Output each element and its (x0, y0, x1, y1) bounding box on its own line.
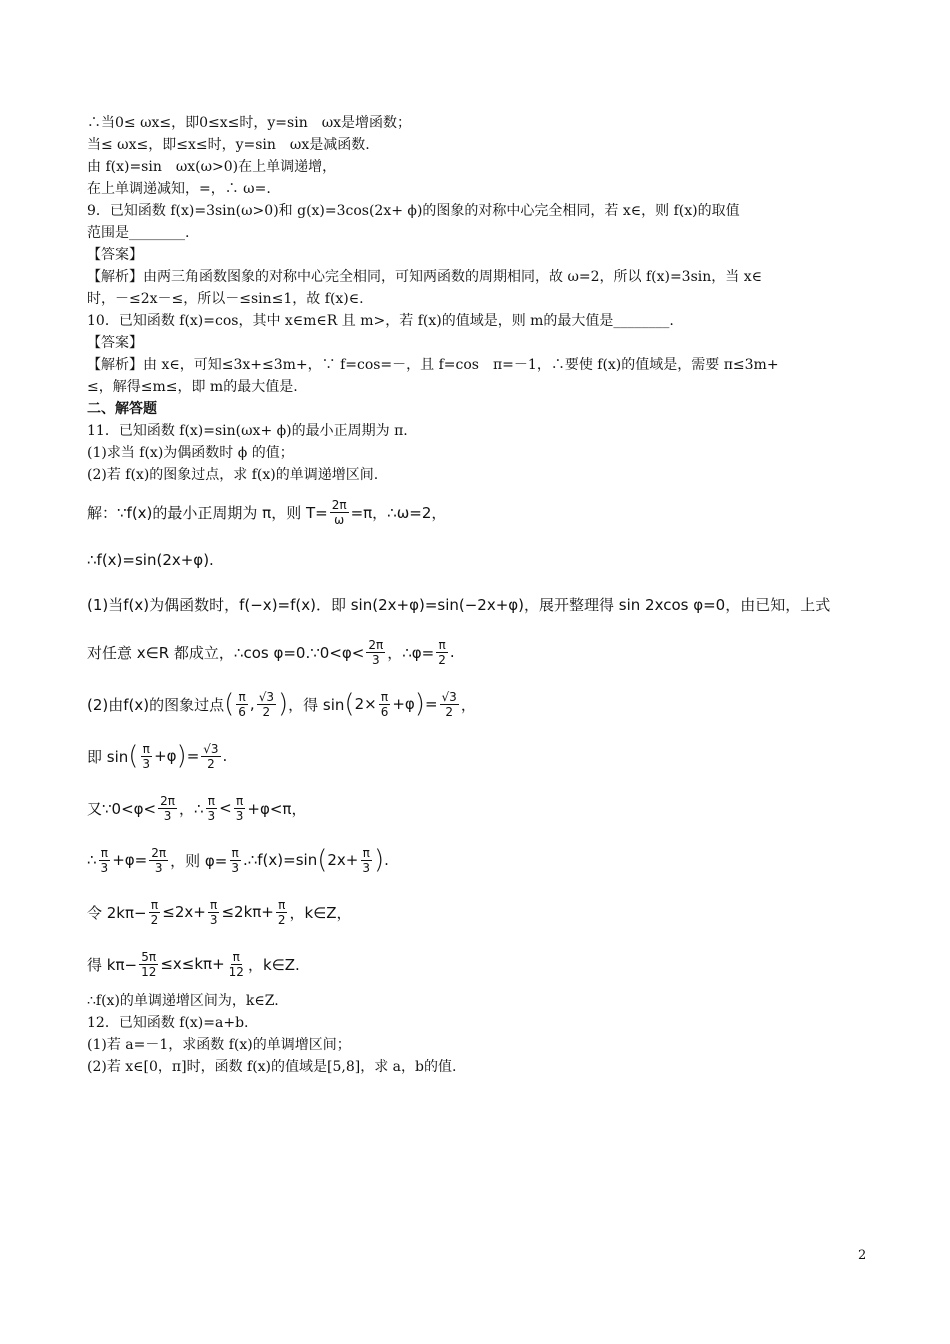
fraction-denominator: 2 (207, 756, 215, 771)
solution-line (87, 834, 867, 886)
text-line: (1)若 a=－1，求函数 f(x)的单调增区间； (87, 1037, 351, 1053)
solution-text: 2x+ (327, 851, 359, 869)
solution-line (87, 938, 867, 990)
fraction-numerator: 2π (331, 497, 347, 512)
solution-text: 又∵0<φ< (87, 799, 157, 818)
fraction-numerator: 2π (160, 793, 175, 808)
solution-line (87, 886, 867, 938)
section-heading: 二、解答题 (87, 401, 157, 417)
solution-text: ∴ (87, 851, 97, 869)
fraction-denominator: 6 (238, 704, 246, 719)
fraction-denominator: 2 (445, 704, 453, 719)
text-line: (2)若 f(x)的图象过点，求 f(x)的单调递增区间. (87, 467, 379, 483)
fraction (99, 846, 111, 875)
text-line: 当≤ ωx≤，即≤x≤时，y=sin ωx是减函数. (87, 137, 370, 153)
fraction-numerator: π (232, 949, 240, 964)
text-line: (2)若 x∈[0，π]时，函数 f(x)的值域是[5,8]，求 a，b的值. (87, 1059, 457, 1075)
solution-text: +φ<π， (247, 799, 307, 818)
solution-text: = (186, 747, 200, 765)
paren-right: ) (374, 845, 385, 875)
fraction (379, 690, 391, 719)
fraction-denominator: 3 (209, 912, 218, 927)
fraction-numerator: π (278, 897, 286, 912)
fraction (257, 690, 276, 719)
solution-text: +φ= (112, 851, 148, 869)
fraction-denominator: 3 (163, 808, 172, 823)
fraction (229, 846, 241, 875)
fraction-numerator: 5π (141, 949, 157, 964)
fraction-denominator: 3 (207, 808, 216, 823)
text-line: ∴f(x)的单调递增区间为，k∈Z. (87, 993, 279, 1009)
analysis-line: 【解析】由 x∈，可知≤3x+≤3m+，∵ f=cos=－，且 f=cos π=－1，∴要使 f(x)的值域是，需要 π≤3m+ (87, 357, 779, 373)
solution-text: . (384, 851, 389, 869)
fraction-numerator: π (142, 741, 150, 756)
fraction (206, 794, 218, 823)
solution-text: 解：∵f(x)的最小正周期为 π，则 T= (87, 503, 328, 522)
solution-text: ≤2x+ (162, 903, 206, 921)
fraction (149, 898, 161, 927)
text-line: 时，－≤2x－≤，所以－≤sin≤1，故 f(x)∈. (87, 291, 364, 307)
text-line: 在上单调递减知，=，∴ ω=. (87, 181, 271, 197)
fraction-numerator: π (438, 637, 446, 652)
solution-text: .∴f(x)=sin (242, 851, 318, 869)
fraction-numerator: π (380, 689, 389, 704)
solution-text: (2)由f(x)的图象过点 (87, 695, 225, 714)
fraction (139, 950, 158, 979)
fraction (208, 898, 220, 927)
solution-text: =π，∴ω=2， (350, 503, 447, 522)
solution-text: 得 kπ− (87, 955, 138, 974)
fraction-numerator: π (100, 845, 108, 860)
text-line: (1)求当 f(x)为偶函数时 ϕ 的值； (87, 445, 294, 461)
page-number: 2 (858, 1248, 867, 1263)
fraction-numerator: √3 (203, 741, 219, 756)
fraction-numerator: π (150, 897, 159, 912)
fraction-numerator: π (238, 689, 246, 704)
solution-text: (1)当f(x)为偶函数时，f(−x)=f(x)．即 sin(2x+φ)=sin(−2x+φ)，展开整理得 sin 2xcos φ=0，由已知，上式 (87, 595, 831, 614)
solution-text: . (449, 643, 455, 661)
fraction (140, 742, 152, 771)
fraction (234, 794, 246, 823)
paren-left: ( (317, 845, 328, 875)
solution-text: ，则 φ= (170, 851, 228, 870)
answer-label: 【答案】 (87, 247, 143, 263)
solution-line (87, 538, 867, 582)
fraction (158, 794, 177, 823)
solution-line (87, 782, 867, 834)
analysis-line: 【解析】由两三角函数图象的对称中心完全相同，可知两函数的周期相同，故 ω=2，所以 f(x)=3sin，当 x∈ (87, 269, 762, 285)
solution-text: < (219, 799, 232, 817)
fraction-numerator: 2π (151, 845, 167, 860)
fraction-denominator: 3 (231, 860, 239, 875)
solution-text: ≤x≤kπ+ (160, 955, 225, 973)
fraction-numerator: π (210, 897, 218, 912)
question-9: 9．已知函数 f(x)=3sin(ω>0)和 g(x)=3cos(2x+ ϕ)的图象的对称中心完全相同，若 x∈，则 f(x)的取值 (87, 203, 740, 219)
text-line: ∴当0≤ ωx≤，即0≤x≤时，y=sin ωx是增函数； (87, 115, 412, 131)
fraction (201, 742, 220, 771)
fraction (436, 638, 448, 667)
page-content (87, 112, 867, 1078)
fraction-denominator: 2 (262, 704, 271, 719)
fraction-numerator: π (231, 845, 239, 860)
fraction (366, 638, 385, 667)
question-10: 10．已知函数 f(x)=cos，其中 x∈m∈R 且 m>，若 f(x)的值域是，则 m的最大值是________. (87, 313, 674, 329)
solution-line (87, 582, 867, 626)
fraction (227, 950, 246, 979)
question-12: 12．已知函数 f(x)=a+b. (87, 1015, 249, 1031)
solution-text: ，∴ (178, 799, 204, 818)
fraction-denominator: 2 (277, 912, 286, 927)
paren-left: ( (128, 741, 139, 771)
fraction-numerator: π (362, 845, 370, 860)
solution-text: ∴f(x)=sin(2x+φ). (87, 551, 214, 569)
solution-text: ，∴φ= (387, 643, 435, 662)
fraction-denominator: 6 (380, 704, 389, 719)
solution-image-block (87, 486, 867, 990)
fraction-denominator: 12 (141, 964, 157, 979)
solution-text: ， (460, 695, 476, 714)
fraction-numerator: √3 (258, 689, 274, 704)
solution-line (87, 486, 867, 538)
fraction-denominator: ω (334, 512, 345, 527)
fraction-numerator: 2π (368, 637, 384, 652)
fraction-denominator: 3 (154, 860, 163, 875)
fraction-denominator: 3 (142, 756, 151, 771)
fraction (149, 846, 168, 875)
text-line: 范围是________. (87, 225, 190, 241)
paren-left: ( (224, 689, 235, 719)
solution-text: ≤2kπ+ (221, 903, 274, 921)
fraction (276, 898, 288, 927)
paren-right: ) (176, 741, 187, 771)
answer-label: 【答案】 (87, 335, 143, 351)
solution-text: 令 2kπ− (87, 903, 147, 922)
fraction (360, 846, 372, 875)
paren-right: ) (277, 689, 289, 719)
fraction (440, 690, 459, 719)
paren-left: ( (344, 689, 355, 719)
solution-line (87, 626, 867, 678)
fraction-numerator: π (235, 793, 244, 808)
fraction (330, 498, 349, 527)
solution-text: ，得 sin (288, 695, 345, 714)
solution-line (87, 730, 867, 782)
text-line: ≤，解得≤m≤，即 m的最大值是. (87, 379, 298, 395)
fraction-denominator: 3 (362, 860, 370, 875)
question-11: 11．已知函数 f(x)=sin(ωx+ ϕ)的最小正周期为 π. (87, 423, 408, 439)
solution-text: +φ (154, 747, 177, 765)
solution-text: ，k∈Z， (289, 903, 352, 922)
fraction (236, 690, 248, 719)
solution-text: 2× (354, 695, 377, 713)
solution-text: = (424, 695, 438, 713)
fraction-denominator: 12 (228, 964, 244, 979)
solution-text: +φ (392, 695, 415, 713)
fraction-denominator: 3 (235, 808, 244, 823)
solution-text: 即 sin (87, 747, 129, 766)
fraction-denominator: 3 (100, 860, 109, 875)
fraction-denominator: 2 (438, 652, 446, 667)
paren-right: ) (414, 689, 425, 719)
fraction-denominator: 2 (150, 912, 159, 927)
fraction-denominator: 3 (371, 652, 380, 667)
fraction-numerator: π (207, 793, 215, 808)
solution-text: . (222, 747, 228, 765)
solution-text: 对任意 x∈R 都成立，∴cos φ=0.∵0<φ< (87, 643, 365, 662)
fraction-numerator: √3 (441, 689, 457, 704)
text-line: 由 f(x)=sin ωx(ω>0)在上单调递增， (87, 159, 337, 175)
solution-text: ，k∈Z. (247, 955, 300, 974)
solution-line: (2)由f(x)的图象过点 ( $\frac{\pi}{6}$ , $\frac{√3}{2}$ ) ，得 sin ( 2× $\frac{\pi}{6}$ +φ ) = $\frac{√3}{2}$ ， (87, 689, 476, 719)
